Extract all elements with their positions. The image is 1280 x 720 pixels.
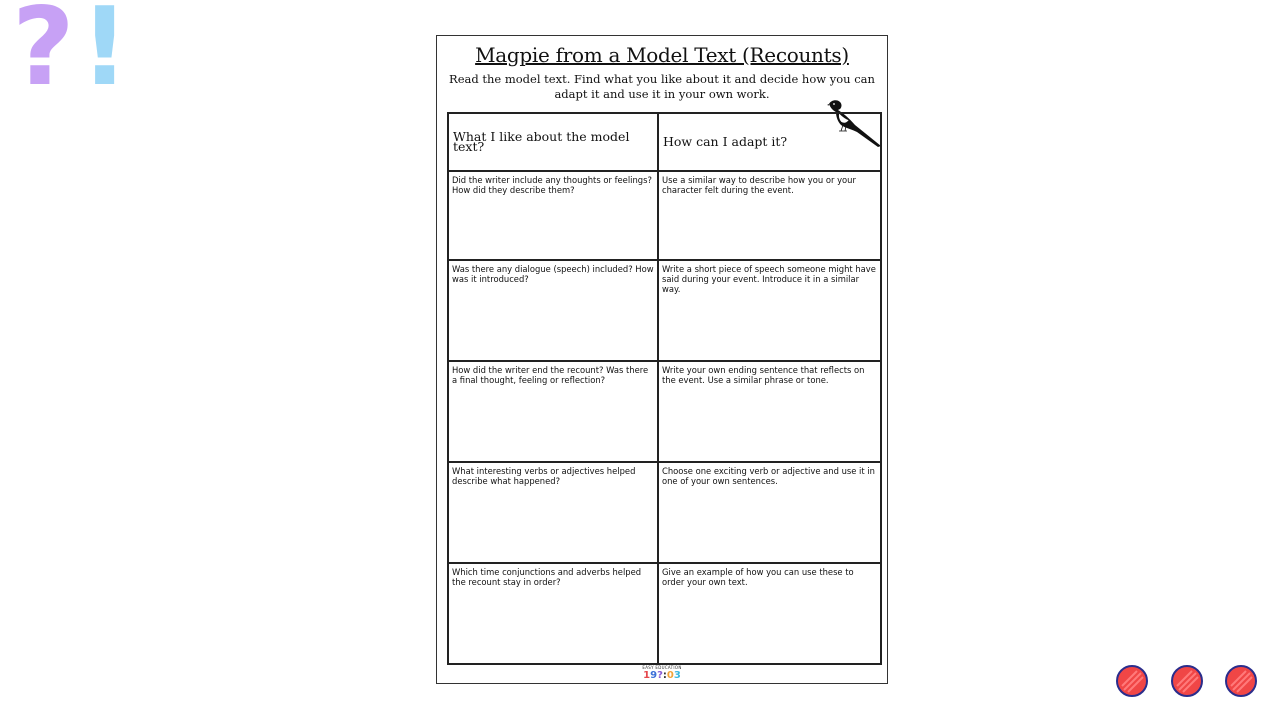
table-row (448, 563, 881, 664)
nav-dot-1[interactable] (1115, 664, 1149, 698)
cell-like[interactable]: Did the writer include any thoughts or feelings? How did they describe them? (448, 171, 658, 260)
exclamation-mark-decoration: ! (80, 0, 130, 110)
cell-like[interactable]: Which time conjunctions and adverbs helped the recount stay in order? (448, 563, 658, 664)
worksheet (436, 35, 888, 684)
logo-mark: 19?:03 (643, 670, 681, 681)
publisher-logo (437, 665, 887, 681)
table-row (448, 171, 881, 260)
worksheet-instructions: Read the model text. Find what you like about it and decide how you can adapt it and use it in your own work. (449, 72, 875, 101)
cell-adapt[interactable]: Choose one exciting verb or adjective and use it in one of your own sentences. (658, 462, 881, 563)
cell-like[interactable]: Was there any dialogue (speech) included? How was it introduced? (448, 260, 658, 361)
table-header-row (448, 113, 881, 171)
cell-adapt[interactable]: Give an example of how you can use these to order your own text. (658, 563, 881, 664)
header-adapt: How can I adapt it? (658, 113, 881, 171)
magpie-table (447, 112, 882, 665)
cell-like[interactable]: What interesting verbs or adjectives helped describe what happened? (448, 462, 658, 563)
cell-adapt[interactable]: Use a similar way to describe how you or your character felt during the event. (658, 171, 881, 260)
nav-dot-2[interactable] (1170, 664, 1204, 698)
question-mark-decoration: ? (12, 0, 75, 110)
logo-text: EASY EDUCATION (642, 665, 682, 670)
table-row (448, 361, 881, 462)
cell-adapt[interactable]: Write a short piece of speech someone might have said during your event. Introduce it in a similar way. (658, 260, 881, 361)
table-row (448, 260, 881, 361)
table-row (448, 462, 881, 563)
header-like: What I like about the model text? (448, 113, 658, 171)
cell-adapt[interactable]: Write your own ending sentence that reflects on the event. Use a similar phrase or tone. (658, 361, 881, 462)
worksheet-title: Magpie from a Model Text (Recounts) (475, 43, 849, 67)
nav-dot-3[interactable] (1224, 664, 1258, 698)
cell-like[interactable]: How did the writer end the recount? Was there a final thought, feeling or reflection? (448, 361, 658, 462)
